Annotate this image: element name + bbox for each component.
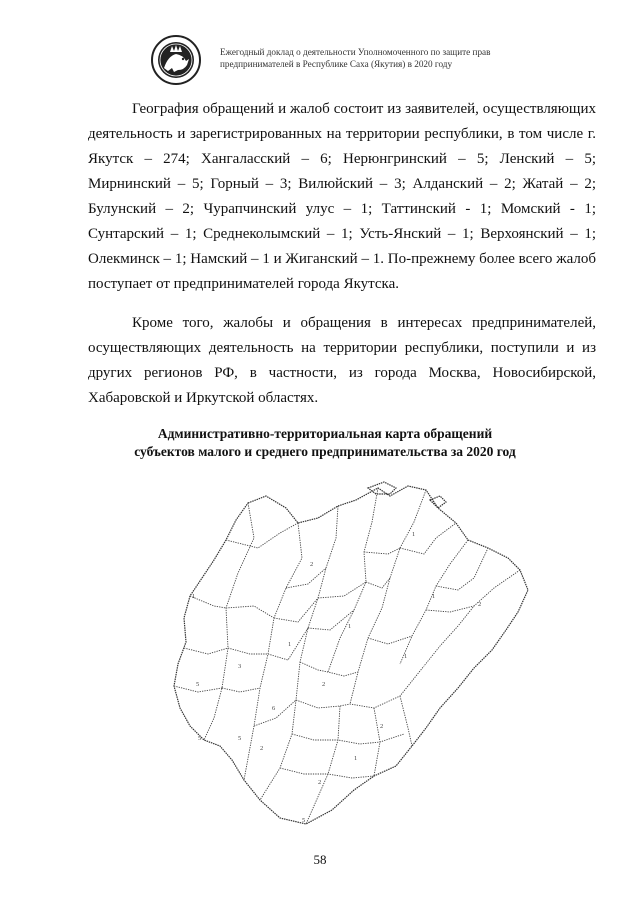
region-border [400, 696, 412, 746]
region-border [328, 488, 378, 672]
region-border [296, 506, 338, 700]
region-border [368, 636, 412, 644]
region-border [374, 708, 380, 776]
region-count-label: 1 [412, 531, 416, 538]
region-border [424, 570, 520, 666]
header-line-1: Ежегодный доклад о деятельности Уполномоченного по защите прав [220, 47, 491, 57]
republic-outline [174, 486, 528, 824]
region-count-label: 1 [288, 641, 292, 648]
region-border [436, 548, 488, 590]
region-count-label: 5 [238, 735, 242, 742]
region-border [184, 648, 228, 654]
region-border [244, 523, 302, 780]
map-title-line-1: Административно-территориальная карта обращений [157, 426, 493, 441]
region-count-label: 5 [196, 681, 200, 688]
region-count-label: 6 [272, 705, 276, 712]
region-border [226, 523, 298, 548]
regions-map [168, 478, 548, 836]
region-count-label: 2 [318, 779, 322, 786]
map-title [110, 425, 540, 461]
yakutia-emblem-icon [150, 34, 202, 86]
paragraph-geography: География обращений и жалоб состоит из заявителей, осуществляющих деятельность и зарегистрированных на территории республики, в том числе г. Якутск – 274; Хангаласский – 6; Нерюнгринский – 5; Ленский – 5; Мирнинский – 5; Горный – 3; Вилюйский – 3; Алданский – 2; Жатай – 2; Булунский – 2; Чурапчинский улус – 1; Таттинский - 1; Момский - 1; Сунтарский – 1; Среднеколымский – 1; Усть-Янский – 1; Верхоянский – 1; Олекминск – 1; Намский – 1 и Жиганский – 1. По-прежнему более всего жалоб поступает от предпринимателей города Якутска. [88, 101, 596, 292]
running-header [150, 34, 530, 84]
region-border [318, 582, 366, 598]
region-count-label: 2 [260, 745, 264, 752]
region-count-label: 2 [322, 681, 326, 688]
region-border [204, 503, 254, 740]
region-border [292, 734, 404, 744]
page-number: 58 [313, 852, 327, 867]
region-count-label: 1 [432, 593, 436, 600]
region-count-label: 1 [348, 623, 352, 630]
region-count-label: 5 [302, 817, 306, 824]
region-count-label: 1 [192, 593, 196, 600]
region-border [286, 568, 326, 588]
region-border [400, 540, 468, 664]
region-border [260, 700, 296, 800]
region-border [426, 606, 474, 612]
paragraph-other-regions: Кроме того, жалобы и обращения в интересах предпринимателей, осуществляющих деятельность на территории республики, поступили и из других регионов РФ, в частности, из города Москва, Новосибирской, Хабаровской и Иркутской областях. [88, 315, 596, 406]
header-text [220, 46, 540, 70]
region-count-label: 2 [310, 561, 314, 568]
region-border [222, 688, 260, 692]
arctic-island [368, 482, 396, 494]
region-count-label: 1 [354, 755, 358, 762]
region-border [228, 648, 268, 654]
region-border [400, 523, 456, 554]
region-border [350, 490, 426, 704]
region-border [306, 706, 340, 824]
region-count-label: 3 [238, 663, 242, 670]
region-border [366, 578, 390, 588]
east-island [430, 496, 446, 508]
region-count-label: 1 [404, 653, 408, 660]
region-count-label: 2 [380, 723, 384, 730]
region-border [364, 548, 400, 554]
region-border [190, 596, 226, 608]
region-count-label: 5 [198, 735, 202, 742]
region-border [226, 606, 274, 618]
region-count-label: 2 [478, 601, 482, 608]
map-title-line-2: субъектов малого и среднего предпринимательства за 2020 год [134, 444, 516, 459]
header-line-2: предпринимателей в Республике Саха (Якутия) в 2020 году [220, 59, 453, 69]
